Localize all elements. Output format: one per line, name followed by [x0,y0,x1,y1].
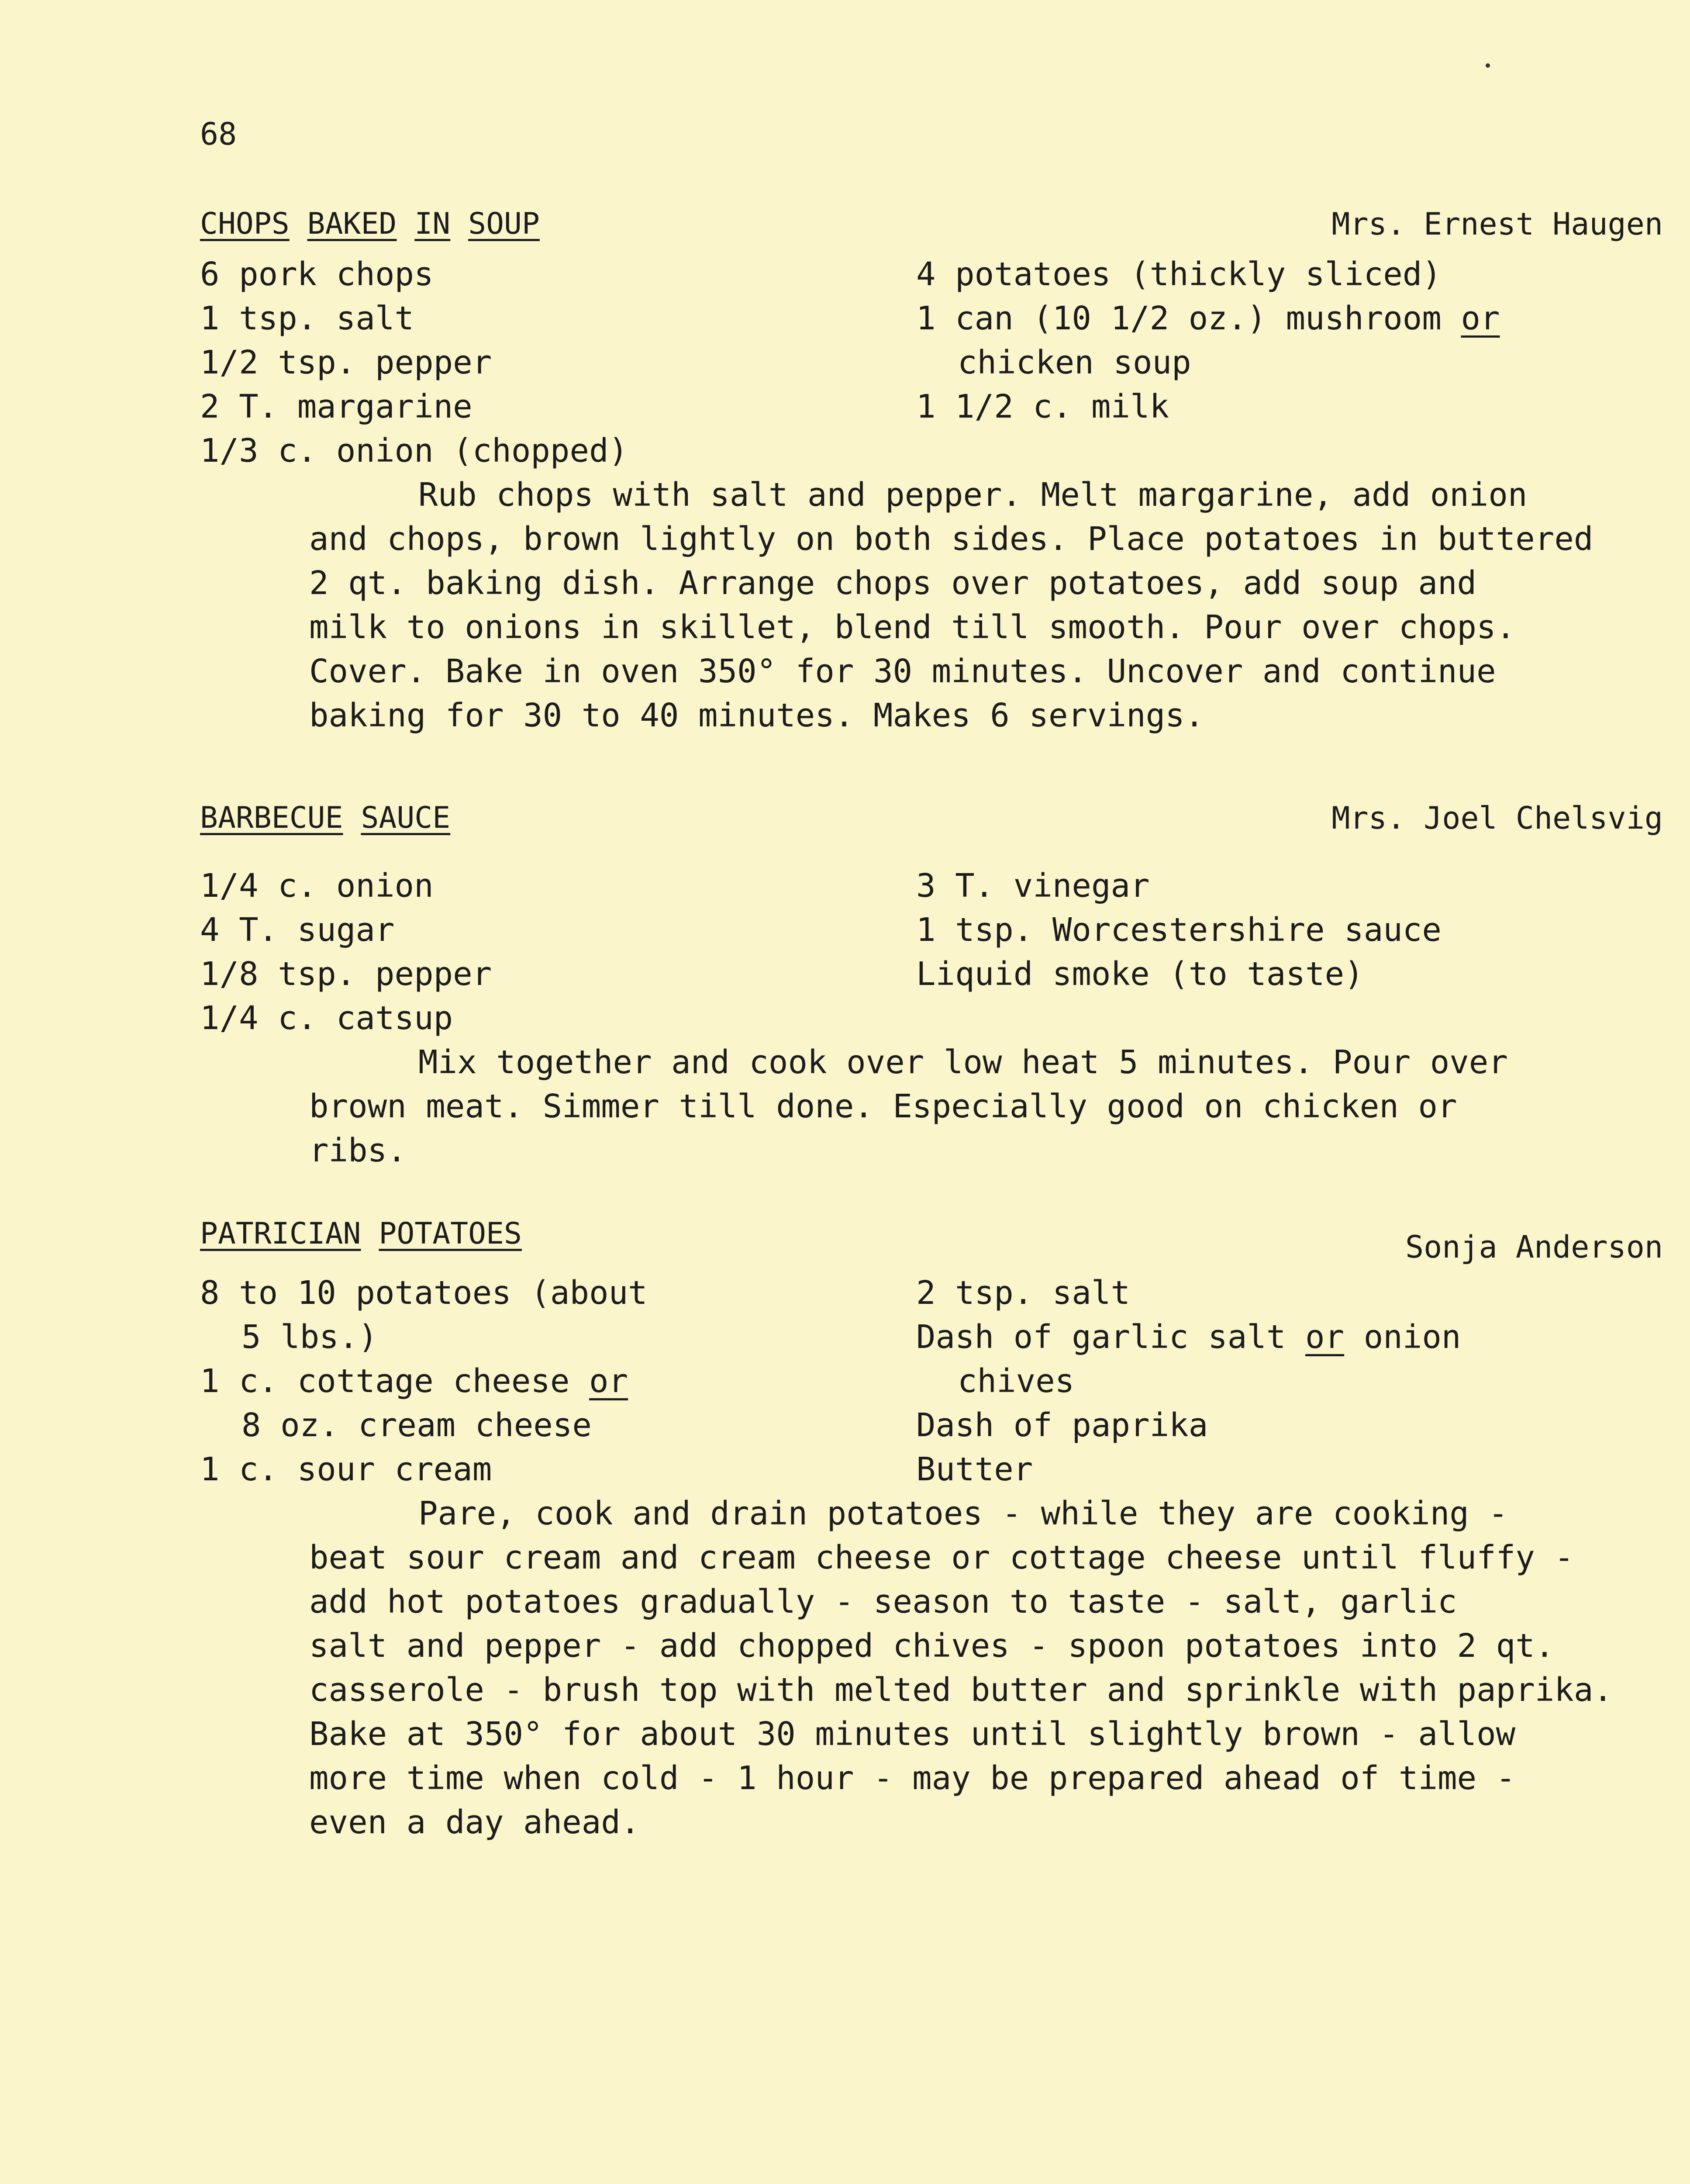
ingredient: 1 can (10 1/2 oz.) mushroom or [916,300,1500,337]
ingredient: 2 T. margarine [200,388,473,425]
ingredient: 1 tsp. Worcestershire sauce [916,911,1442,949]
direction-line: 2 qt. baking dish. Arrange chops over potatoes, add soup and [309,564,1477,602]
ingredient: 1 c. sour cream [200,1451,492,1488]
paper-speck [1486,63,1490,68]
recipe-title: CHOPS BAKED IN SOUP [200,207,540,241]
direction-line: casserole - brush top with melted butter and sprinkle with paprika. [309,1671,1613,1709]
ingredient: 1/4 c. catsup [200,999,453,1037]
ingredient: 1 tsp. salt [200,300,414,337]
ingredient: Butter [916,1451,1033,1488]
recipe-title: PATRICIAN POTATOES [200,1216,522,1251]
ingredient: 1/8 tsp. pepper [200,955,492,993]
direction-line: beat sour cream and cream cheese or cottage cheese until fluffy - [309,1539,1574,1576]
ingredient: Dash of garlic salt or onion [916,1318,1461,1356]
recipe-directions [200,473,1663,738]
ingredient-column-right [916,252,1659,473]
direction-line: Rub chops with salt and pepper. Melt margarine, add onion [418,476,1528,514]
ingredient-column-right [916,1271,1659,1492]
ingredient: 1 c. cottage cheese or [200,1362,628,1400]
recipe-patrician-potatoes [200,1214,1663,1845]
ingredient-list [200,864,1663,1040]
ingredient-column-left [200,252,916,473]
ingredient: chicken soup [958,344,1191,381]
direction-line: baking for 30 to 40 minutes. Makes 6 servings. [309,697,1204,734]
recipe-header [200,1214,1663,1265]
direction-line: even a day ahead. [309,1804,640,1841]
ingredient: chives [958,1362,1075,1400]
ingredient: 2 tsp. salt [916,1274,1131,1312]
direction-line: milk to onions in skillet, blend till smooth. Pour over chops. [309,608,1516,646]
direction-line: salt and pepper - add chopped chives - spoon potatoes into 2 qt. [309,1627,1555,1665]
page-number: 68 [200,116,237,152]
direction-line: brown meat. Simmer till done. Especially good on chicken or [309,1088,1457,1125]
ingredient: 3 T. vinegar [916,867,1150,905]
ingredient: 1/4 c. onion [200,867,434,905]
ingredient-list [200,1271,1663,1492]
or-underlined: or [1305,1318,1345,1356]
direction-line: add hot potatoes gradually - season to taste - salt, garlic [309,1583,1457,1621]
ingredient: 6 pork chops [200,256,434,293]
ingredient: 4 T. sugar [200,911,395,949]
ingredient-column-left [200,1271,916,1492]
ingredient: Dash of paprika [916,1406,1208,1444]
ingredient: 5 lbs.) [241,1318,378,1356]
ingredient-column-left [200,864,916,1040]
ingredient: 4 potatoes (thickly sliced) [916,256,1442,293]
direction-line: ribs. [309,1132,407,1169]
recipe-directions [200,1040,1663,1173]
recipe-directions [200,1492,1663,1845]
direction-line: and chops, brown lightly on both sides. Place potatoes in buttered [309,520,1593,558]
ingredient: 1/2 tsp. pepper [200,344,492,381]
recipe-header [200,798,1663,847]
or-underlined: or [1461,300,1500,337]
recipe-chops-baked-in-soup [200,204,1663,738]
ingredient-list [200,252,1663,473]
ingredient: Liquid smoke (to taste) [916,955,1364,993]
direction-line: Pare, cook and drain potatoes - while they are cooking - [418,1495,1508,1532]
or-underlined: or [589,1362,628,1400]
ingredient: 1 1/2 c. milk [916,388,1169,425]
recipe-author: Sonja Anderson [1405,1229,1663,1265]
recipe-author: Mrs. Ernest Haugen [1331,206,1663,242]
direction-line: more time when cold - 1 hour - may be prepared ahead of time - [309,1759,1516,1797]
ingredient-column-right [916,864,1659,1040]
recipe-barbecue-sauce [200,798,1663,1173]
ingredient: 8 oz. cream cheese [241,1406,592,1444]
ingredient: 1/3 c. onion (chopped) [200,432,628,470]
recipe-header [200,204,1663,252]
direction-line: Bake at 350° for about 30 minutes until slightly brown - allow [309,1715,1516,1753]
recipe-title: BARBECUE SAUCE [200,801,451,835]
direction-line: Cover. Bake in oven 350° for 30 minutes. Uncover and continue [309,653,1496,690]
ingredient: 8 to 10 potatoes (about [200,1274,648,1312]
direction-line: Mix together and cook over low heat 5 minutes. Pour over [418,1044,1508,1081]
recipe-author: Mrs. Joel Chelsvig [1331,800,1663,836]
